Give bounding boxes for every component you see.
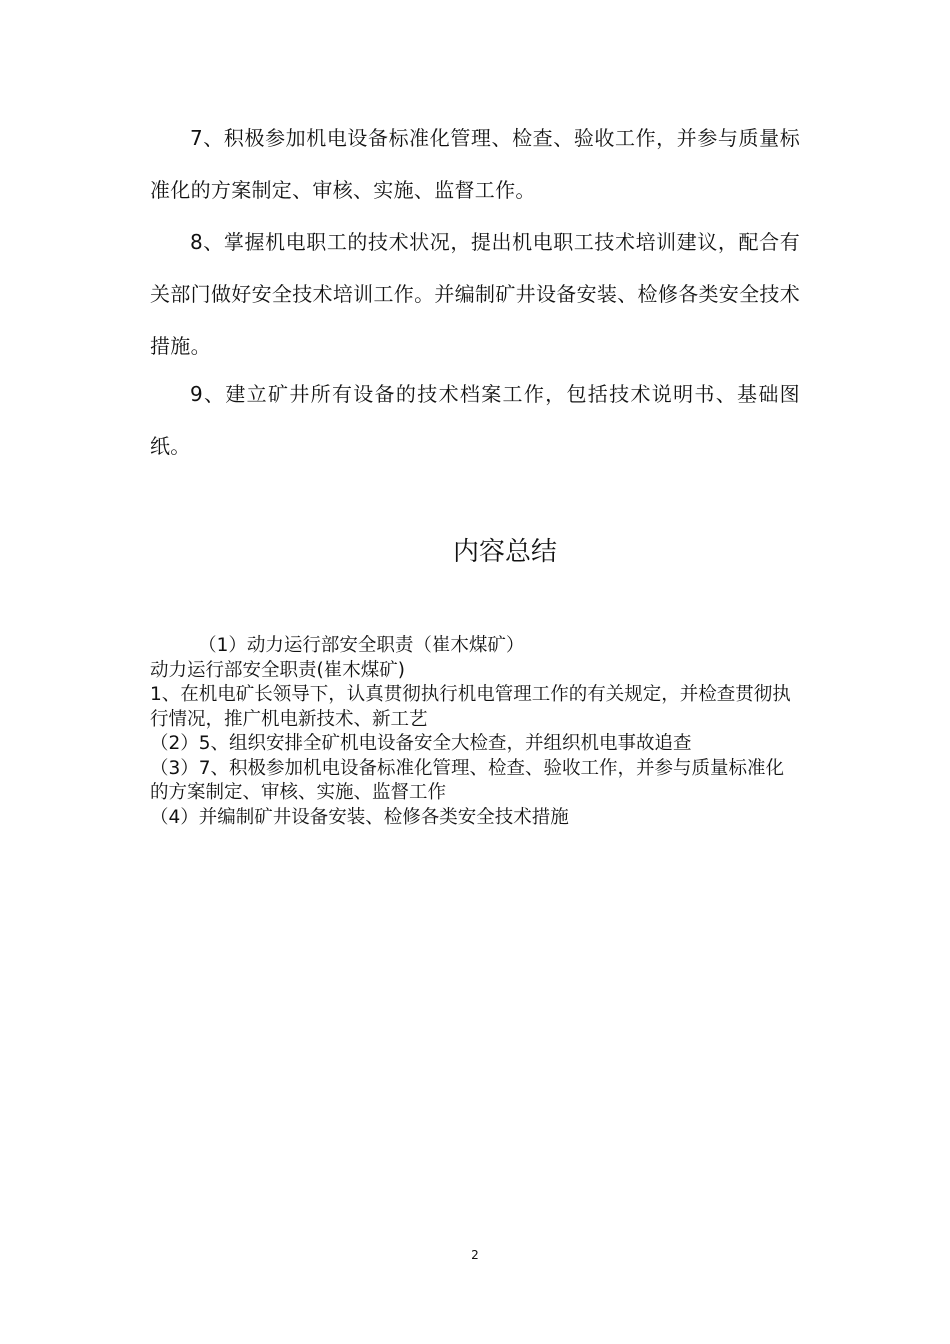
summary-title: 内容总结 (452, 537, 557, 567)
paragraph-item-9: 9、建立矿井所有设备的技术档案工作，包括技术说明书、基础图纸。 (150, 382, 800, 458)
paragraph-item-7: 7、积极参加机电设备标准化管理、检查、验收工作，并参与质量标准化的方案制定、审核、实施、监督工作。 (150, 126, 800, 202)
summary-line-1: （1）动力运行部安全职责（崔木煤矿） (198, 635, 525, 656)
summary-section (150, 634, 800, 830)
page-number: 2 (471, 1248, 479, 1262)
paragraph-item-8: 8、掌握机电职工的技术状况，提出机电职工技术培训建议，配合有关部门做好安全技术培训工作。并编制矿井设备安装、检修各类安全技术措施。 (150, 230, 800, 358)
summary-line-6: （4）并编制矿井设备安装、检修各类安全技术措施 (150, 806, 569, 828)
summary-line-2: 动力运行部安全职责(崔木煤矿) (150, 659, 405, 681)
summary-line-5: （3）7、积极参加机电设备标准化管理、检查、验收工作，并参与质量标准化的方案制定、审核、实施、监督工作 (150, 757, 785, 803)
summary-line-4: （2）5、组织安排全矿机电设备安全大检查，并组织机电事故追查 (150, 733, 692, 754)
summary-line-3: 1、在机电矿长领导下，认真贯彻执行机电管理工作的有关规定，并检查贯彻执行情况，推广机电新技术、新工艺 (150, 684, 791, 730)
